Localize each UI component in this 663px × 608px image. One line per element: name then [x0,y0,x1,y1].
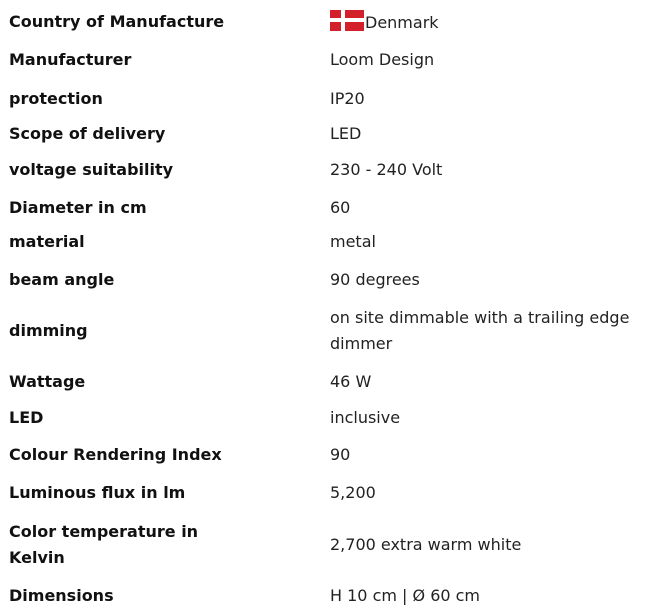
spec-row [0,519,663,571]
spec-label: Country of Manufacture [9,12,225,31]
spec-row [0,48,663,72]
spec-value: Denmark [365,13,439,32]
spec-value: metal [330,232,376,251]
spec-label: Colour Rendering Index [9,445,222,464]
spec-label: dimming [9,321,88,340]
spec-label: Luminous flux in lm [9,483,186,502]
spec-label: protection [9,89,103,108]
spec-value: 5,200 [330,483,376,502]
spec-value: LED [330,124,362,143]
spec-label: Dimensions [9,586,114,605]
spec-value: 90 degrees [330,270,420,289]
spec-label: beam angle [9,270,115,289]
spec-row [0,370,663,394]
spec-label: material [9,232,85,251]
spec-row [0,406,663,430]
spec-value: H 10 cm | Ø 60 cm [330,586,481,605]
spec-row [0,268,663,292]
spec-value: on site dimmable with a trailing edge dimmer [330,308,630,353]
spec-row [0,196,663,220]
spec-label: Manufacturer [9,50,132,69]
spec-value: IP20 [330,89,365,108]
spec-row [0,8,663,36]
spec-row [0,481,663,505]
spec-label: Wattage [9,372,86,391]
spec-label: Diameter in cm [9,198,147,217]
spec-value: Loom Design [330,50,435,69]
denmark-flag-icon [330,10,364,31]
spec-value: 230 - 240 Volt [330,160,443,179]
spec-value: inclusive [330,408,401,427]
spec-row [0,122,663,146]
spec-row [0,305,663,357]
spec-row [0,158,663,182]
spec-label: Color temperature in Kelvin [9,522,199,567]
spec-value: 46 W [330,372,372,391]
spec-row [0,230,663,254]
spec-label: voltage suitability [9,160,174,179]
spec-row [0,584,663,608]
spec-value: 2,700 extra warm white [330,535,522,554]
spec-value: 90 [330,445,351,464]
spec-value: 60 [330,198,351,217]
spec-label: Scope of delivery [9,124,166,143]
spec-row [0,443,663,467]
spec-row [0,87,663,111]
spec-label: LED [9,408,44,427]
